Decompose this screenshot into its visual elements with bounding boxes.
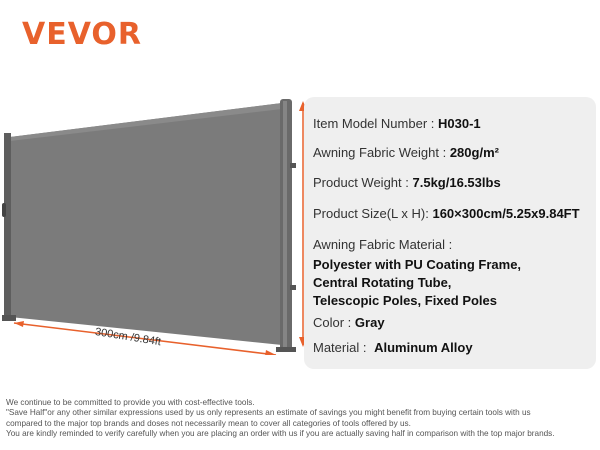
spec-material <box>313 340 473 355</box>
fabric-material-line: Central Rotating Tube, <box>313 275 452 290</box>
spec-model <box>313 116 481 131</box>
disclaimer-line: compared to the major top brands and doses not necessarily mean to cover all categories of tools offered by us. <box>6 418 411 428</box>
disclaimer-line: You are kindly reminded to verify carefully when you are placing an order with us if you are actually saving half in comparison with the top major brands. <box>6 429 555 439</box>
spec-material-label: Material : <box>313 340 367 355</box>
spec-fabric-material-label: Awning Fabric Material : <box>313 237 453 252</box>
vevor-logo: VEVOR <box>22 17 143 52</box>
length-arrow-left-head <box>14 321 24 327</box>
spec-fabric-weight-label: Awning Fabric Weight : <box>313 145 447 160</box>
spec-color-value: Gray <box>354 315 385 330</box>
left-pole-foot <box>2 315 16 321</box>
spec-product-weight <box>313 175 501 190</box>
spec-model-label: Item Model Number : <box>313 116 435 131</box>
length-arrow-right-head <box>265 350 276 355</box>
bracket-lower <box>290 285 296 290</box>
spec-model-value: H030-1 <box>438 116 481 131</box>
spec-product-weight-value: 7.5kg/16.53lbs <box>412 175 501 190</box>
spec-size-value: 160×300cm/5.25x9.84FT <box>432 206 580 221</box>
bracket-upper <box>290 163 296 168</box>
spec-fabric-weight <box>313 145 499 160</box>
spec-product-weight-label: Product Weight : <box>313 175 409 190</box>
spec-fabric-material-values <box>313 256 521 310</box>
spec-fabric-weight-value: 280g/m² <box>449 145 499 160</box>
cassette-foot <box>276 347 296 352</box>
spec-size <box>313 206 580 221</box>
left-pole-handle <box>2 203 6 217</box>
length-dimension-label: 300cm /9.84ft <box>94 326 162 349</box>
product-image <box>0 95 310 355</box>
fabric-material-line: Telescopic Poles, Fixed Poles <box>313 293 497 308</box>
disclaimer-line: We continue to be committed to provide you with cost-effective tools. <box>6 398 255 407</box>
fabric-material-line: Polyester with PU Coating Frame, <box>313 257 522 272</box>
spec-color-label: Color : <box>313 315 352 330</box>
cassette-highlight <box>283 101 287 349</box>
spec-fabric-material <box>313 237 452 252</box>
spec-color <box>313 315 385 330</box>
spec-size-label: Product Size(L x H): <box>313 206 429 221</box>
left-pole <box>4 133 11 321</box>
disclaimer-line: "Save Half"or any other similar expressions used by us only represents an estimate of savings you might benefit from buying certain tools with us <box>6 408 531 418</box>
disclaimer <box>6 398 596 440</box>
awning-illustration <box>0 95 310 355</box>
awning-fabric <box>10 103 282 345</box>
spec-material-value: Aluminum Alloy <box>374 340 473 355</box>
